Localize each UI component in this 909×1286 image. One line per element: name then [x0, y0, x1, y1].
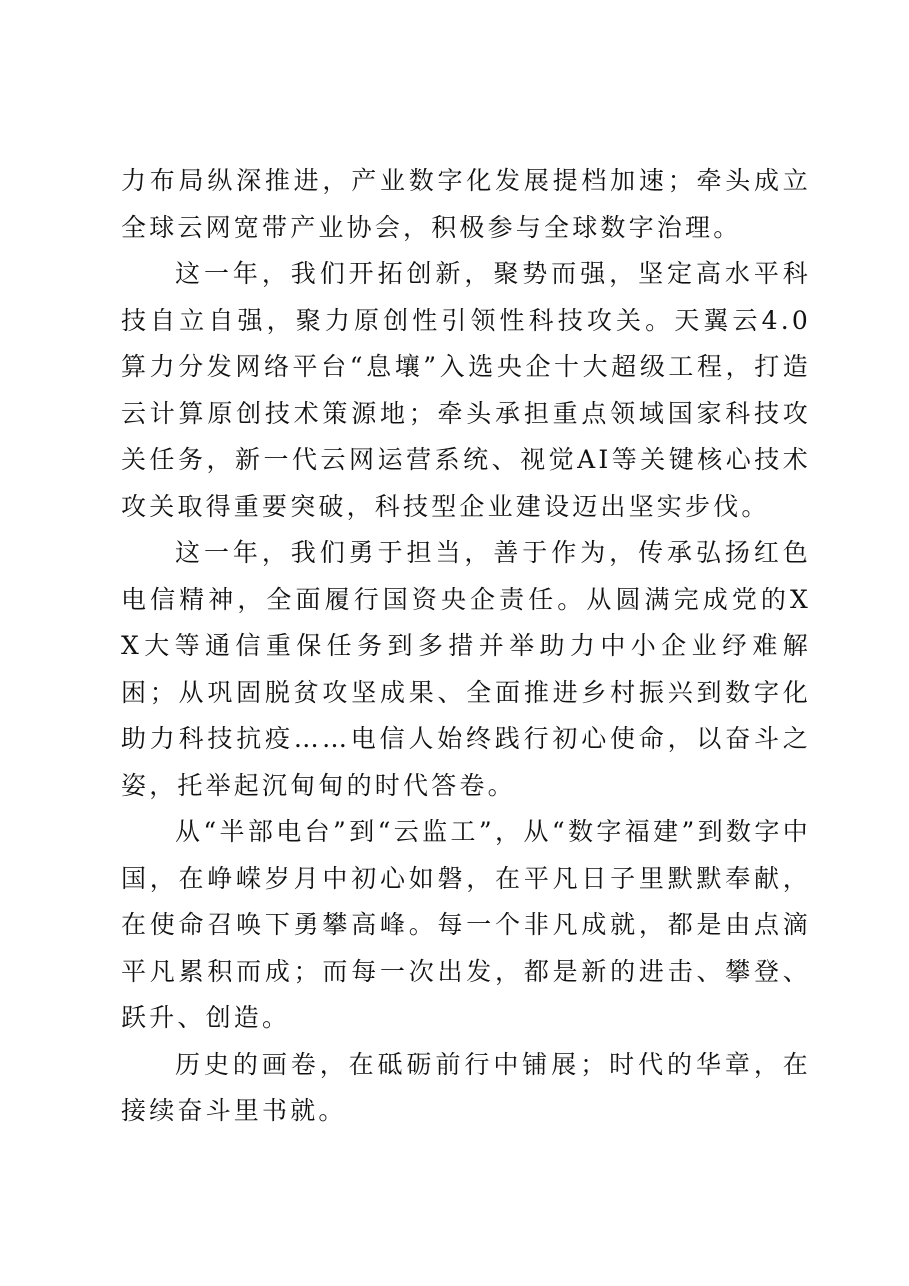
paragraph-1: 力布局纵深推进，产业数字化发展提档加速；牵头成立全球云网宽带产业协会，积极参与全球数字治理。 — [121, 166, 811, 242]
paragraph-2: 这一年，我们开拓创新，聚势而强，坚定高水平科技自立自强，聚力原创性引领性科技攻关。天翼云4.0算力分发网络平台“息壤”入选央企十大超级工程，打造云计算原创技术策源地；牵头承担重点领域国家科技攻关任务，新一代云网运营系统、视觉AI等关键核心技术攻关取得重要突破，科技型企业建设迈出坚实步伐。 — [121, 259, 811, 521]
paragraph-5: 历史的画卷，在砥砺前行中铺展；时代的华章，在接续奋斗里书就。 — [121, 1049, 811, 1125]
paragraph-3: 这一年，我们勇于担当，善于作为，传承弘扬红色电信精神，全面履行国资央企责任。从圆满完成党的XX大等通信重保任务到多措并举助力中小企业纾难解困；从巩固脱贫攻坚成果、全面推进乡村振兴到数字化助力科技抗疫……电信人始终践行初心使命，以奋斗之姿，托举起沉甸甸的时代答卷。 — [121, 538, 811, 800]
paragraph-4: 从“半部电台”到“云监工”，从“数字福建”到数字中国，在峥嵘岁月中初心如磐，在平凡日子里默默奉献，在使命召唤下勇攀高峰。每一个非凡成就，都是由点滴平凡累积而成；而每一次出发，都是新的进击、攀登、跃升、创造。 — [121, 817, 811, 1032]
document-body — [121, 158, 811, 1135]
